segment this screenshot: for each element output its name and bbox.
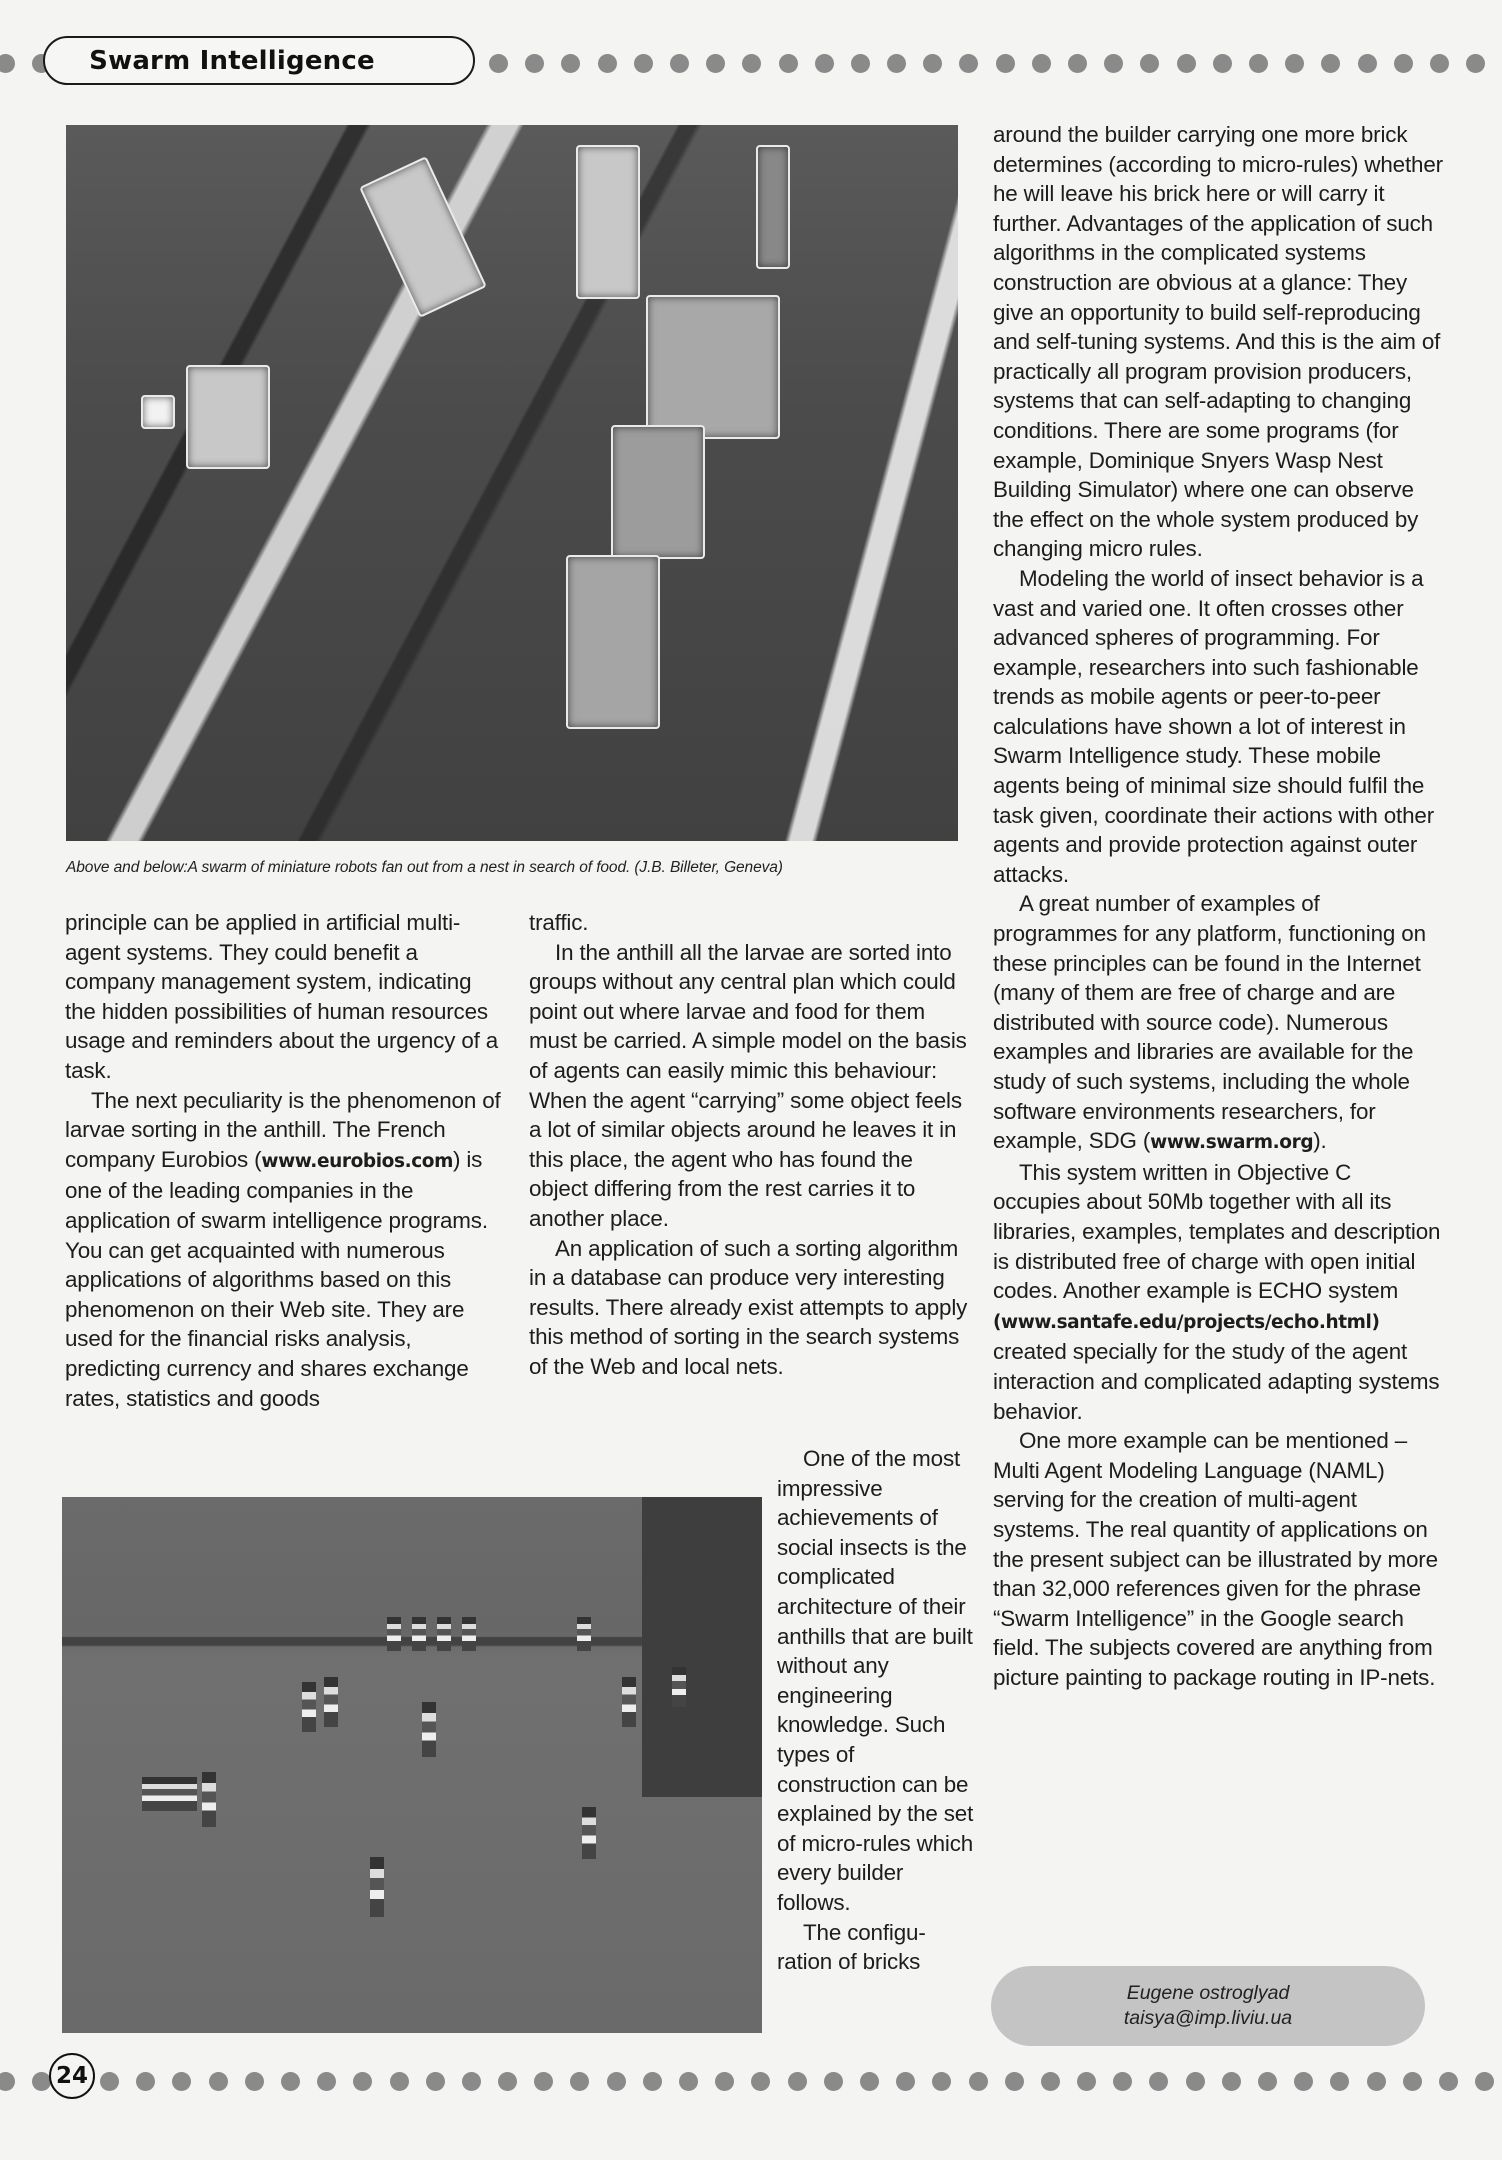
decorative-dot: [959, 54, 978, 73]
decorative-dot: [1149, 2072, 1168, 2091]
decorative-dot: [824, 2072, 843, 2091]
decorative-dot: [742, 54, 761, 73]
decorative-dot: [1113, 2072, 1132, 2091]
decorative-dot: [0, 54, 15, 73]
paragraph: The configu-ration of bricks: [777, 1919, 926, 1975]
paragraph: In the anthill all the larvae are sorted into groups without any central plan which could point out where larvae and food for them must be carried. A simple model on the basis of agents can easily mimic this behaviour: When the agent “carrying” some object feels a lot of similar objects around he leaves it in this place, the agent who has found the object differing from the rest carries it to another place.: [529, 939, 967, 1231]
decorative-dot: [706, 54, 725, 73]
decorative-dot: [1005, 2072, 1024, 2091]
decorative-dot: [1330, 2072, 1349, 2091]
paragraph-text: The next peculiarity is the phenomenon of larvae sorting in the anthill. The French company Eurobios (: [65, 1087, 501, 1172]
decorative-dot: [561, 54, 580, 73]
decorative-dot: [1430, 54, 1449, 73]
decorative-dot: [534, 2072, 553, 2091]
decorative-dot: [1222, 2072, 1241, 2091]
decorative-dot: [634, 54, 653, 73]
decorative-dot: [996, 54, 1015, 73]
paragraph: One more example can be mentioned – Multi Agent Modeling Language (NAML) serving for the creation of multi-agent systems. The real quantity of applications on the present subject can be illustrated by more than 32,000 references given for the phrase “Swarm Intelligence” in the Google search field. The subjects covered are anything from picture painting to package routing in IP-nets.: [993, 1428, 1438, 1690]
decorative-dot: [1394, 54, 1413, 73]
paragraph: around the builder carrying one more brick determines (according to micro-rules) whether he will leave his brick here or will carry it further. Advantages of the application of such algorithms in the complicated systems construction are obvious at a glance: They give an opportunity to build self-reproducing and self-tuning systems. And this is the aim of practically all program provision producers, systems that can self-adapting to changing conditions. There are some programs (for example, Dominique Snyers Wasp Nest Building Simulator) where one can observe the effect on the whole system produced by changing micro rules.: [993, 122, 1443, 562]
photo-robots-with-bricks: [66, 125, 958, 841]
photo-caption: Above and below:A swarm of miniature robots fan out from a nest in search of food. (J.B. Billeter, Geneva): [66, 859, 783, 876]
decorative-dot: [1258, 2072, 1277, 2091]
paragraph-text: This system written in Objective C occupies about 50Mb together with all its libraries, examples, templates and description is distributed free of charge with open initial codes. Another example is ECHO system: [993, 1159, 1441, 1304]
paragraph-text: A great number of examples of programmes for any platform, functioning on these principles can be found in the Internet (many of them are free of charge and are distributed with source code). Numerous examples and libraries are available for the study of such systems, including the whole software environments researchers, for example, SDG (: [993, 891, 1426, 1154]
link-santafe-echo[interactable]: (www.santafe.edu/projects/echo.html): [993, 1311, 1380, 1333]
decorative-dot: [1321, 54, 1340, 73]
decorative-dot: [670, 54, 689, 73]
decorative-dot: [1104, 54, 1123, 73]
decorative-dot: [489, 54, 508, 73]
decorative-dot: [1077, 2072, 1096, 2091]
decorative-dot: [172, 2072, 191, 2091]
decorative-dot: [100, 2072, 119, 2091]
paragraph: [993, 889, 1443, 1157]
article-column-2-narrow: [777, 1444, 977, 1977]
decorative-dot: [896, 2072, 915, 2091]
decorative-dot: [426, 2072, 445, 2091]
decorative-dot: [1367, 2072, 1386, 2091]
decorative-dot: [779, 54, 798, 73]
article-column-1: [65, 908, 505, 1413]
decorative-dot: [860, 2072, 879, 2091]
decorative-dot: [679, 2072, 698, 2091]
link-swarm-org[interactable]: www.swarm.org: [1150, 1132, 1314, 1154]
article-column-2: [529, 908, 969, 1382]
decorative-dot: [1177, 54, 1196, 73]
decorative-dot: [1032, 54, 1051, 73]
decorative-dot: [0, 2072, 15, 2091]
decorative-dot: [281, 2072, 300, 2091]
link-eurobios[interactable]: www.eurobios.com: [261, 1150, 453, 1172]
author-name: Eugene ostroglyad: [1126, 1982, 1290, 2004]
decorative-dot: [1186, 2072, 1205, 2091]
paragraph: An application of such a sorting algorithm in a database can produce very interesting results. There already exist attempts to apply this method of sorting in the search systems of the Web and local nets.: [529, 1235, 968, 1379]
paragraph: [993, 1158, 1443, 1426]
decorative-dot: [969, 2072, 988, 2091]
section-title: Swarm Intelligence: [89, 45, 375, 76]
decorative-dot: [525, 54, 544, 73]
author-box: [991, 1966, 1425, 2046]
decorative-dot: [1294, 2072, 1313, 2091]
author-email[interactable]: taisya@imp.liviu.ua: [1123, 2007, 1293, 2029]
decorative-dot: [751, 2072, 770, 2091]
decorative-dot: [1041, 2072, 1060, 2091]
decorative-dot: [932, 2072, 951, 2091]
decorative-dot: [1475, 2072, 1494, 2091]
decorative-dot: [209, 2072, 228, 2091]
decorative-dot: [887, 54, 906, 73]
paragraph-text: created specially for the study of the agent interaction and complicated adapting systems behavior.: [993, 1339, 1440, 1424]
paragraph: One of the most impressive achievements of social insects is the complicated architecture of their anthills that are built without any engineering knowledge. Such types of construction can be explained by the set of micro-rules which every builder follows.: [777, 1446, 974, 1915]
photo-robot-swarm: [62, 1497, 762, 2033]
decorative-dot: [136, 2072, 155, 2091]
decorative-dot: [598, 54, 617, 73]
paragraph-text: ) is one of the leading companies in the application of swarm intelligence programs. You can get acquainted with numerous applications of algorithms based on this phenomenon on their Web site. They are used for the financial risks analysis, predicting currency and shares exchange rates, statistics and goods: [65, 1146, 488, 1411]
page-number: 24: [49, 2053, 95, 2099]
decorative-dot: [643, 2072, 662, 2091]
decorative-dot: [1285, 54, 1304, 73]
decorative-dot: [1249, 54, 1268, 73]
decorative-dot: [607, 2072, 626, 2091]
decorative-dot: [570, 2072, 589, 2091]
decorative-dot: [715, 2072, 734, 2091]
decorative-dot: [1213, 54, 1232, 73]
decorative-dot: [815, 54, 834, 73]
decorative-dot: [353, 2072, 372, 2091]
decorative-dot: [788, 2072, 807, 2091]
article-column-3: [993, 120, 1443, 1692]
decorative-dot: [1068, 54, 1087, 73]
decorative-dot: [923, 54, 942, 73]
footer-dots-right: [100, 2071, 1502, 2091]
photo-corner-shadow: [642, 1497, 762, 1797]
paragraph-text: ).: [1313, 1128, 1327, 1154]
decorative-dot: [317, 2072, 336, 2091]
decorative-dot: [390, 2072, 409, 2091]
paragraph: traffic.: [529, 910, 589, 935]
decorative-dot: [1466, 54, 1485, 73]
header-dots-right: [489, 53, 1502, 73]
decorative-dot: [498, 2072, 517, 2091]
paragraph: principle can be applied in artificial multi-agent systems. They could benefit a company management system, indicating the hidden possibilities of human resources usage and reminders about the urgency of a task.: [65, 910, 499, 1083]
decorative-dot: [1140, 54, 1159, 73]
paragraph: Modeling the world of insect behavior is a vast and varied one. It often crosses other advanced spheres of programming. For example, researchers into such fashionable trends as mobile agents or peer-to-peer calculations have shown a lot of interest in Swarm Intelligence study. These mobile agents being of minimal size should fulfil the task given, coordinate their actions with other agents and provide protection against outer attacks.: [993, 565, 1435, 887]
section-title-pill: [43, 36, 475, 85]
decorative-dot: [1403, 2072, 1422, 2091]
decorative-dot: [462, 2072, 481, 2091]
decorative-dot: [1358, 54, 1377, 73]
paragraph: [65, 1086, 505, 1414]
decorative-dot: [1439, 2072, 1458, 2091]
decorative-dot: [851, 54, 870, 73]
decorative-dot: [245, 2072, 264, 2091]
footer-dots-left: [0, 2071, 51, 2091]
